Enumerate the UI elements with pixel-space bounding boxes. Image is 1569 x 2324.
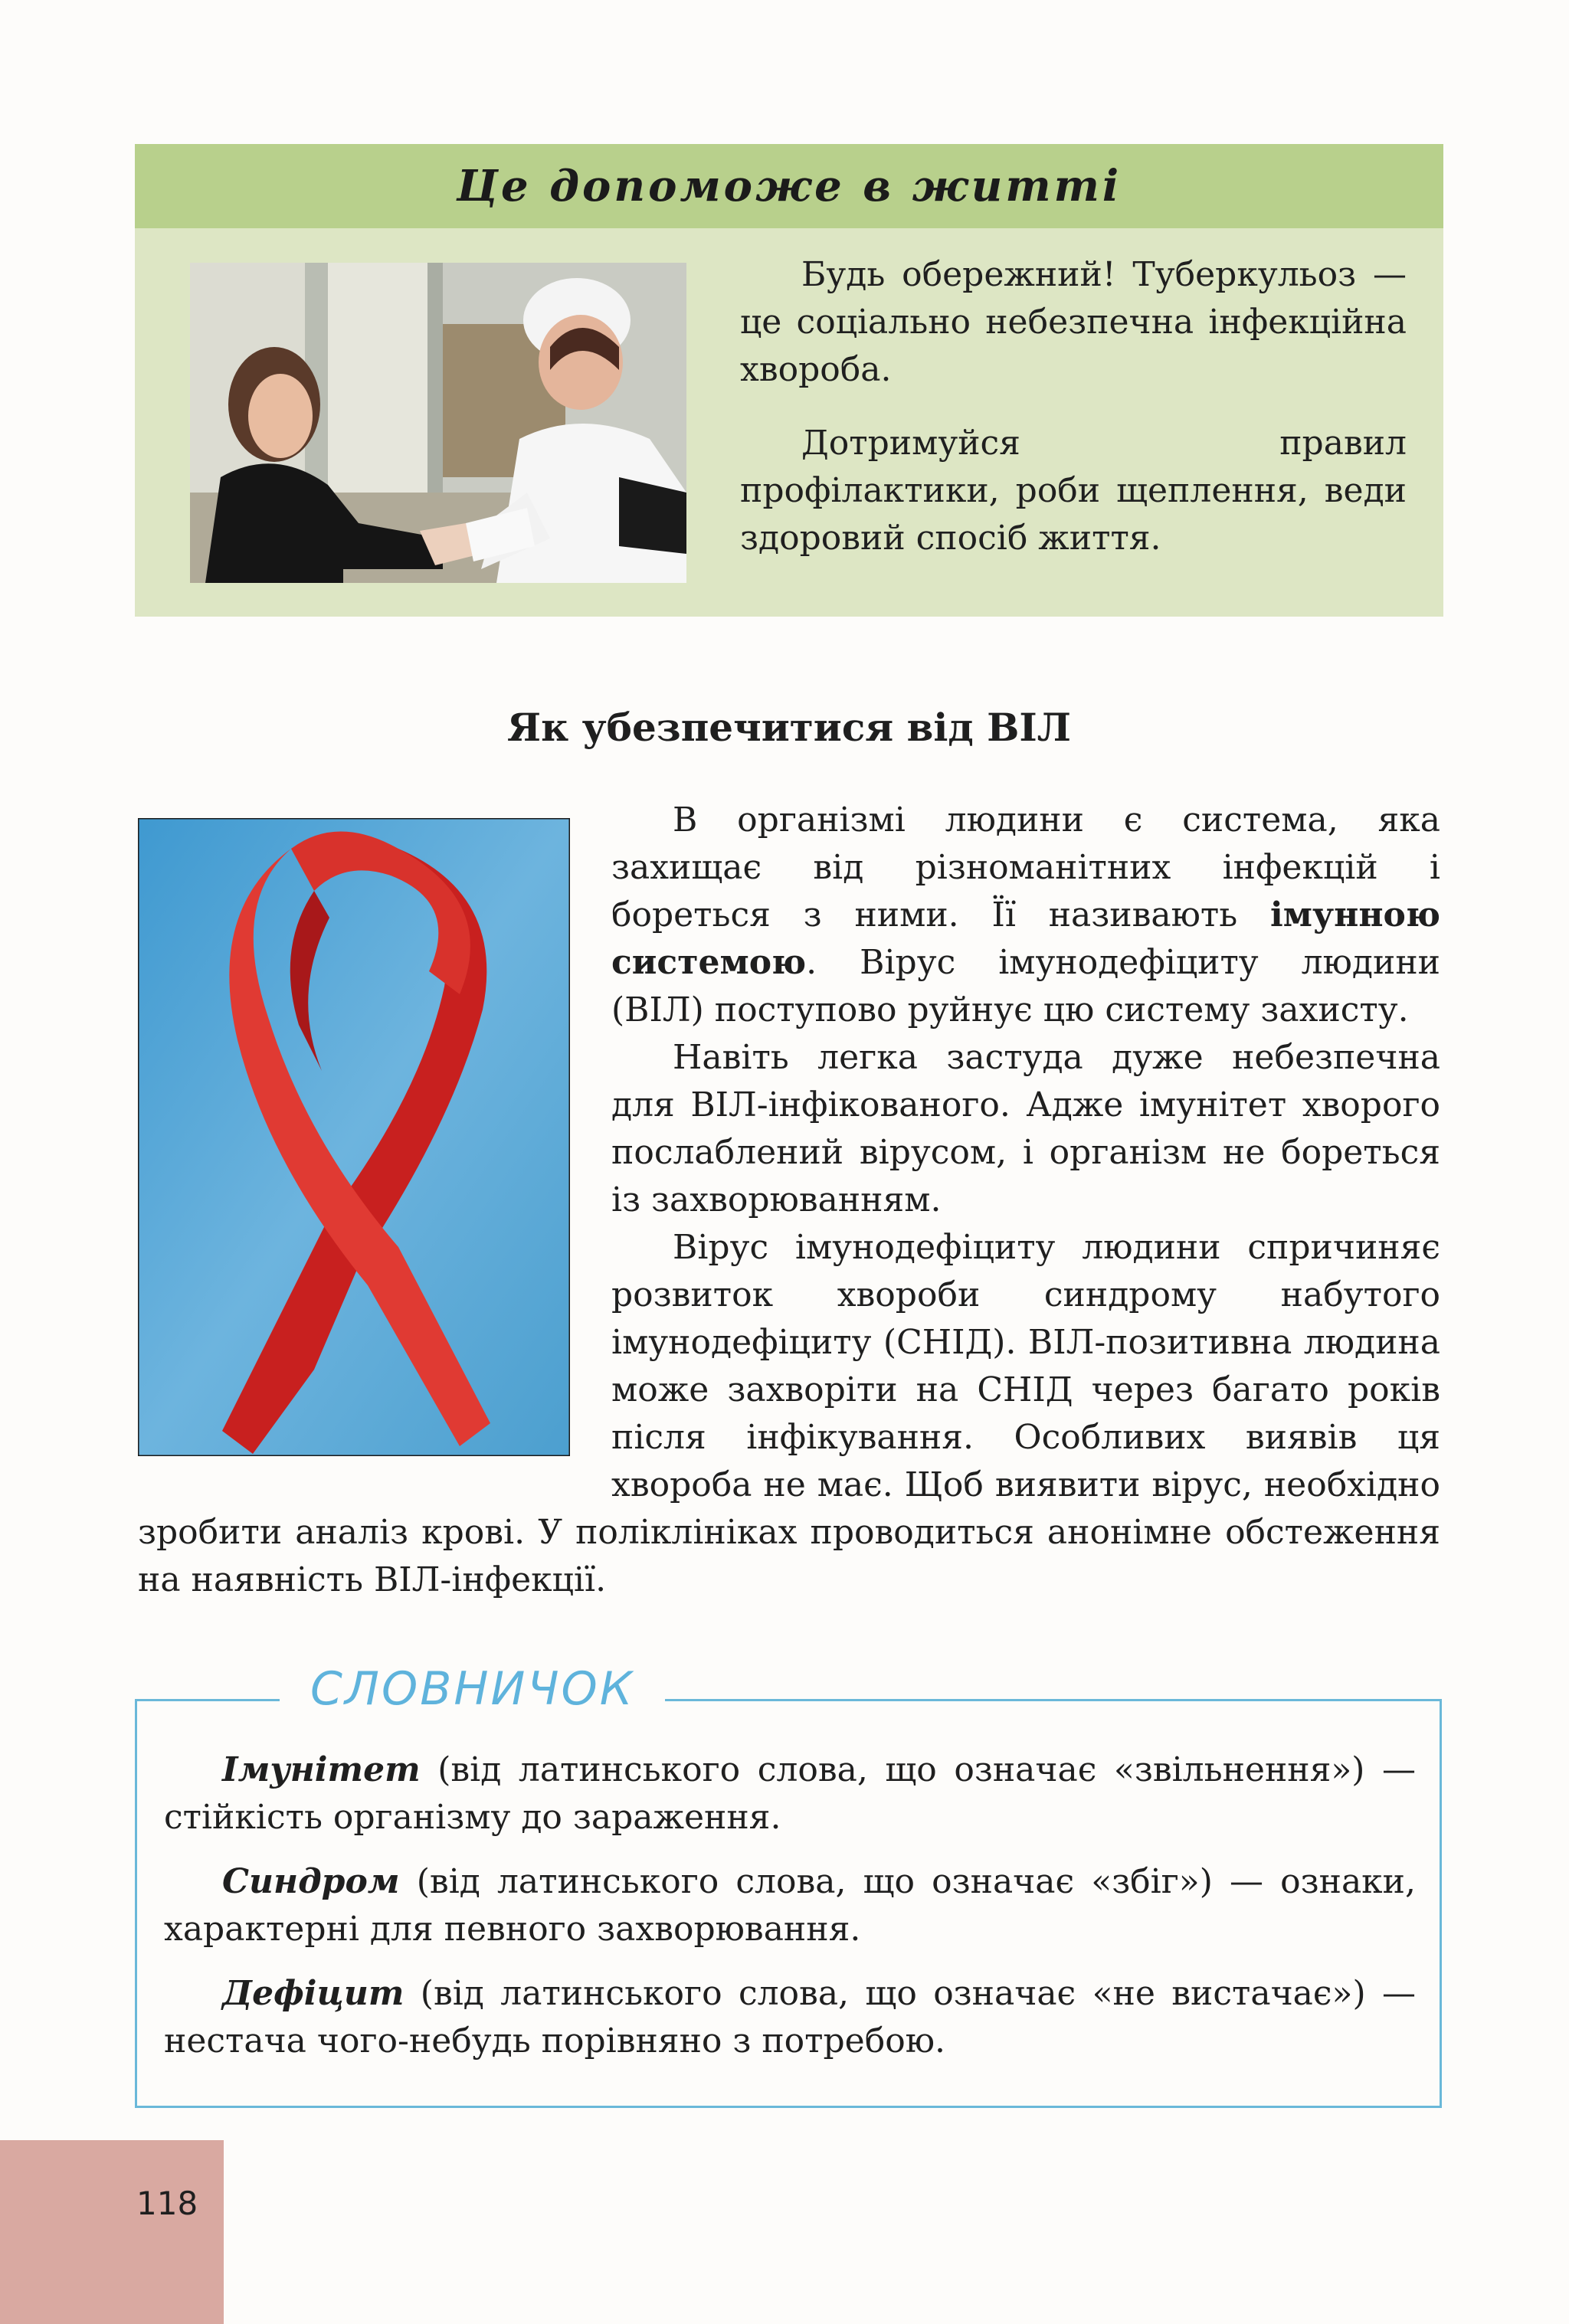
- glossary-term: Дефіцит: [222, 1974, 405, 2013]
- tip-paragraph: Дотримуйся правил профілактики, роби щеплення, веди здоровий спосіб життя.: [740, 424, 1407, 558]
- glossary-definition: (від латинського слова, що означає «не вистачає») — нестача чого-небудь порівняно з потребою.: [164, 1974, 1416, 2061]
- glossary-entry: [164, 1746, 1416, 1841]
- image-float-space: [138, 797, 611, 1500]
- section-title: Як убезпечитися від ВІЛ: [507, 705, 1071, 750]
- glossary-title: СЛОВНИЧОК: [310, 1662, 635, 1716]
- nurse-photo: [190, 263, 686, 583]
- bold-term: імунною системою: [611, 895, 1440, 982]
- glossary-body: [164, 1746, 1416, 2082]
- tip-title: Це допоможе в житті: [456, 161, 1122, 211]
- tip-box: [135, 144, 1443, 617]
- body-text-run: В організмі людини є система, яка захищає від різноманітних інфекцій і бореться з ними. Її називають: [611, 800, 1440, 935]
- tip-text: [740, 251, 1407, 588]
- glossary-entry: [164, 1970, 1416, 2065]
- body-paragraph: Навіть легка застуда дуже небезпечна для ВІЛ-інфікованого. Адже імунітет хворого послаблений вірусом, і організм не бореться із захворюванням.: [611, 1038, 1440, 1219]
- body-text-run: . Вірус імунодефіциту людини (ВІЛ) поступово руйнує цю систему захисту.: [611, 943, 1440, 1029]
- glossary-entry: [164, 1858, 1416, 1953]
- tip-header: [135, 144, 1443, 228]
- glossary-title-wrap: [280, 1662, 665, 1716]
- page-tab: [0, 2140, 224, 2324]
- body-paragraph: Вірус імунодефіциту людини спричиняє розвиток хвороби синдрому набутого імунодефіциту (СНІД). ВІЛ-позитивна людина може захворіти на СНІД через багато років після інфікування. Особливих виявів ця хвороба не має. Щоб виявити вірус, необхідно зробити аналіз крові. У поліклініках проводиться анонімне обстеження на наявність ВІЛ-інфекції.: [138, 1228, 1440, 1599]
- glossary-definition: (від латинського слова, що означає «збіг») — ознаки, характерні для певного захворювання.: [164, 1862, 1416, 1949]
- tip-paragraph: Будь обережний! Туберкульоз — це соціально небезпечна інфекційна хвороба.: [740, 255, 1407, 389]
- body-text: [138, 797, 1440, 1604]
- glossary-term: Імунітет: [222, 1750, 421, 1789]
- glossary-definition: (від латинського слова, що означає «звільнення») — стійкість організму до зараження.: [164, 1750, 1416, 1837]
- page-number: 118: [136, 2185, 198, 2222]
- glossary-term: Синдром: [222, 1862, 400, 1901]
